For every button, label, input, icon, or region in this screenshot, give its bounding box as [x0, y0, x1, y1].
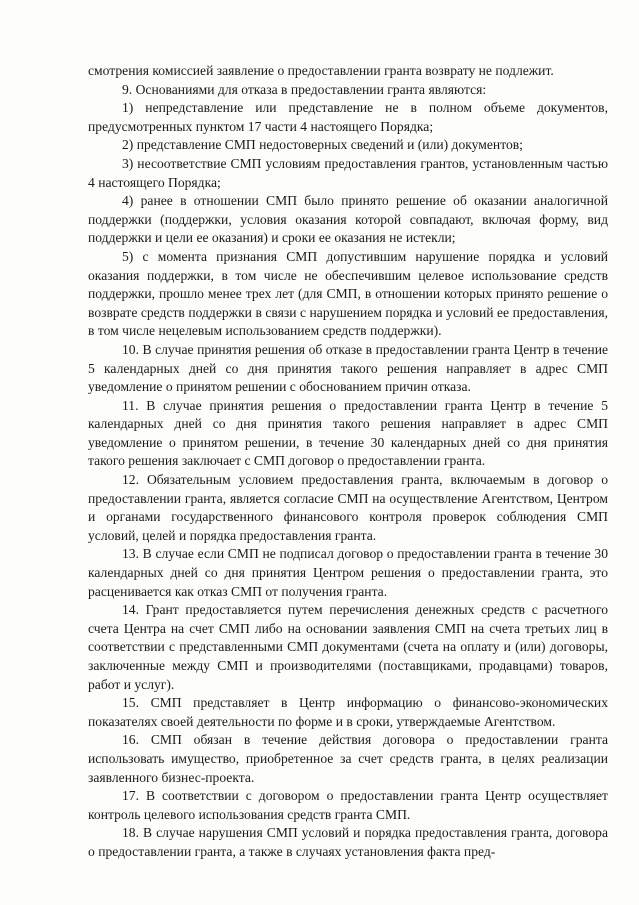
- paragraph-11: 11. В случае принятия решения о предоставлении гранта Центр в течение 5 календарных дней со дня принятия такого решения направляет в адрес СМП уведомление о принятом решении, в течение 30 календарных дней со дня принятия такого решения заключает с СМП договор о предоставлении гранта.: [88, 397, 608, 469]
- paragraph-9-item-1: 1) непредставление или представление не в полном объеме документов, предусмотренных пунктом 17 части 4 настоящего Порядка;: [88, 100, 608, 134]
- paragraph-continuation: смотрения комиссией заявление о предоставлении гранта возврату не подлежит.: [88, 63, 554, 78]
- paragraph-9-item-3: 3) несоответствие СМП условиям предоставления грантов, установленным частью 4 настоящего Порядка;: [88, 155, 608, 190]
- document-body: [88, 62, 608, 862]
- paragraph-14: 14. Грант предоставляется путем перечисления денежных средств с расчетного счета Центра на счет СМП либо на основании заявления СМП на счета третьих лиц в соответствии с представленными СМП документами (счета на оплату и (или) договоры, заключенные между СМП и производителями (поставщиками, продавцами) товаров, работ и услуг).: [88, 602, 608, 692]
- paragraph-9-item-2: 2) представление СМП недостоверных сведений и (или) документов;: [122, 137, 523, 153]
- paragraph-9-item-5: 5) с момента признания СМП допустившим нарушение порядка и условий оказания поддержки, в том числе не обеспечившим целевое использование средств поддержки, прошло менее трех лет (для СМП, в отношении которых принято решение о возврате средств поддержки в связи с нарушением порядка и условий ее предоставления, в том числе нецелевым использованием средств поддержки).: [88, 248, 608, 339]
- paragraph-13: 13. В случае если СМП не подписал договор о предоставлении гранта в течение 30 календарных дней со дня принятия Центром решения о предоставлении гранта, это расценивается как отказ СМП от получения гранта.: [88, 546, 608, 599]
- paragraph-12: 12. Обязательным условием предоставления гранта, включаемым в договор о предоставлении гранта, является согласие СМП на осуществление Агентством, Центром и органами государственного финансового контроля проверок соблюдения СМП условий, целей и порядка предоставления гранта.: [88, 472, 608, 543]
- paragraph-17: 17. В соответствии с договором о предоставлении гранта Центр осуществляет контроль целевого использования средств гранта СМП.: [88, 788, 608, 822]
- paragraph-9-item-4: 4) ранее в отношении СМП было принято решение об оказании аналогичной поддержки (поддержки, условия оказания которой совпадают, включая форму, вид поддержки и цели ее оказания) и сроки ее оказания не истекли;: [88, 193, 608, 246]
- paragraph-10: 10. В случае принятия решения об отказе в предоставлении гранта Центр в течение 5 календарных дней со дня принятия такого решения направляет в адрес СМП уведомление о принятом решении с обоснованием причин отказа.: [88, 341, 608, 395]
- paragraph-9-heading: 9. Основаниями для отказа в предоставлении гранта являются:: [122, 81, 487, 97]
- paragraph-18: 18. В случае нарушения СМП условий и порядка предоставления гранта, договора о предоставлении гранта, а также в случаях установления факта пред-: [88, 825, 608, 859]
- paragraph-16: 16. СМП обязан в течение действия договора о предоставлении гранта использовать имущество, приобретенное за счет средств гранта, в целях реализации заявленного бизнес-проекта.: [88, 732, 608, 785]
- paragraph-15: 15. СМП представляет в Центр информацию о финансово-экономических показателях своей деятельности по форме и в сроки, утверждаемые Агентством.: [88, 695, 608, 729]
